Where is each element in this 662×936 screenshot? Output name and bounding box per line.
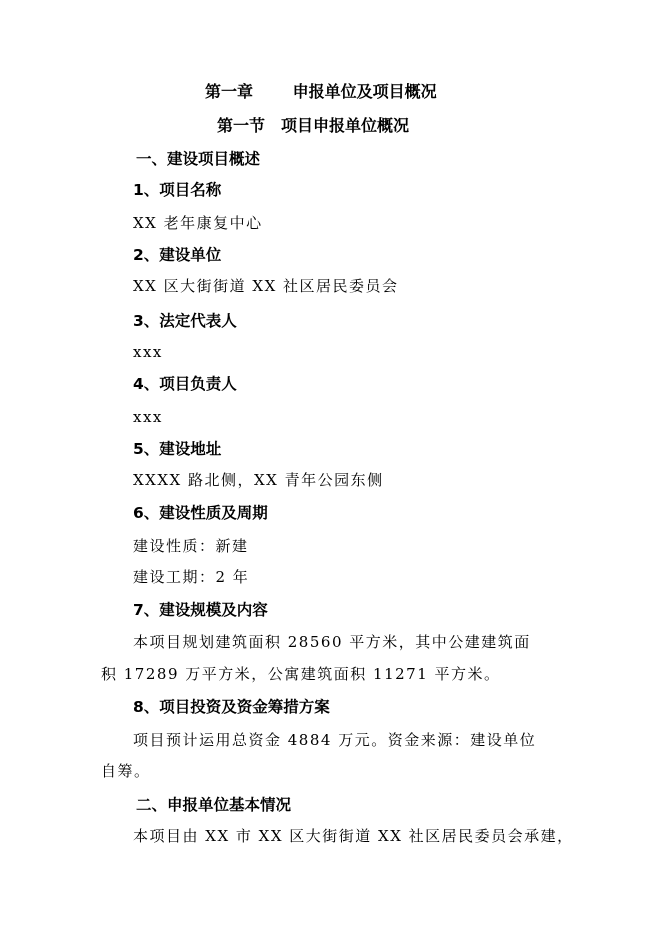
item-heading-project-name: 1、项目名称: [133, 181, 222, 199]
item-content-period: 建设工期：2 年: [133, 568, 250, 586]
item-heading-nature-period: 6、建设性质及周期: [133, 504, 268, 522]
item-content-builder: XX 区大街街道 XX 社区居民委员会: [133, 277, 399, 295]
item-content-legal-rep: xxx: [133, 343, 163, 361]
item-content-scale-line1: 本项目规划建筑面积 28560 平方米，其中公建建筑面: [133, 633, 531, 651]
item-heading-legal-rep: 3、法定代表人: [133, 312, 237, 330]
item-heading-location: 5、建设地址: [133, 440, 222, 458]
item-heading-project-lead: 4、项目负责人: [133, 375, 237, 393]
item-heading-builder: 2、建设单位: [133, 246, 222, 264]
item-content-nature: 建设性质：新建: [133, 537, 249, 555]
item-content-investment-line1: 项目预计运用总资金 4884 万元。资金来源：建设单位: [133, 731, 537, 749]
item-content-scale-line2: 积 17289 万平方米，公寓建筑面积 11271 平方米。: [101, 665, 501, 683]
part1-heading: 一、建设项目概述: [136, 150, 261, 168]
part2-heading: 二、申报单位基本情况: [136, 796, 292, 814]
item-content-project-lead: xxx: [133, 408, 163, 426]
item-heading-scale: 7、建设规模及内容: [133, 601, 268, 619]
chapter-title: 第一章 申报单位及项目概况: [205, 82, 437, 101]
item-content-location: XXXX 路北侧，XX 青年公园东侧: [133, 471, 384, 489]
item-content-project-name: XX 老年康复中心: [133, 214, 263, 232]
item-heading-investment: 8、项目投资及资金筹措方案: [133, 698, 330, 716]
part2-content: 本项目由 XX 市 XX 区大街街道 XX 社区居民委员会承建，: [133, 827, 574, 845]
section-title: 第一节 项目申报单位概况: [217, 116, 410, 135]
item-content-investment-line2: 自筹。: [101, 762, 151, 780]
